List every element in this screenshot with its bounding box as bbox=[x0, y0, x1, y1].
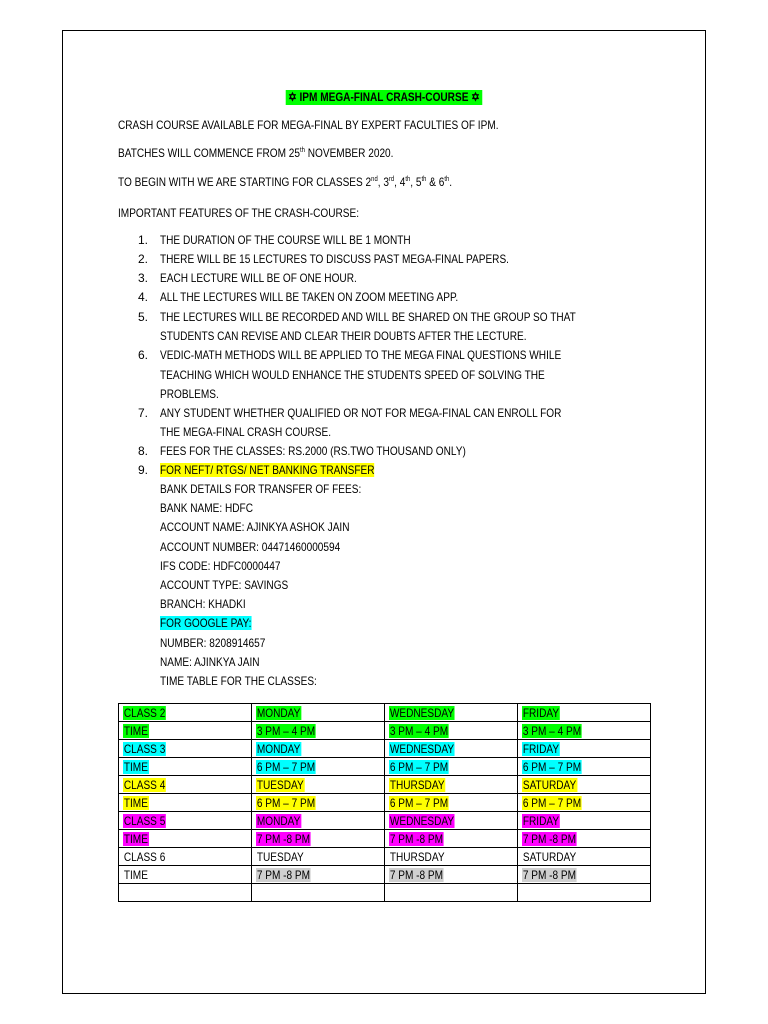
feature-text: VEDIC-MATH METHODS WILL BE APPLIED TO THE MEGA FINAL QUESTIONS WHILE bbox=[160, 348, 562, 362]
timetable-cell bbox=[119, 812, 252, 830]
timetable-cell-text: WEDNESDAY bbox=[389, 741, 455, 756]
timetable-row bbox=[119, 812, 651, 830]
feature-text: TEACHING WHICH WOULD ENHANCE THE STUDENTS SPEED OF SOLVING THE bbox=[160, 368, 545, 382]
intro-line-3: TO BEGIN WITH WE ARE STARTING FOR CLASSES 2nd, 3rd, 4th, 5th & 6th. bbox=[118, 175, 453, 189]
timetable-cell bbox=[119, 722, 252, 740]
account-number: ACCOUNT NUMBER: 04471460000594 bbox=[160, 540, 341, 554]
timetable-cell-text: MONDAY bbox=[256, 813, 301, 828]
feature-number: 5. bbox=[138, 310, 149, 324]
timetable-cell bbox=[252, 884, 385, 902]
feature-text: PROBLEMS. bbox=[160, 387, 219, 401]
branch: BRANCH: KHADKI bbox=[160, 597, 246, 611]
feature-text: THE MEGA-FINAL CRASH COURSE. bbox=[160, 425, 332, 439]
timetable-cell bbox=[252, 794, 385, 812]
timetable-cell bbox=[252, 866, 385, 884]
timetable-cell-text: TIME bbox=[123, 759, 148, 774]
timetable-cell bbox=[385, 722, 518, 740]
timetable-cell-text: TUESDAY bbox=[256, 849, 304, 864]
timetable-cell bbox=[518, 812, 651, 830]
timetable-heading: TIME TABLE FOR THE CLASSES: bbox=[160, 674, 317, 688]
gpay-name: NAME: AJINKYA JAIN bbox=[160, 655, 260, 669]
timetable-cell bbox=[252, 722, 385, 740]
feature-text: FEES FOR THE CLASSES: RS.2000 (RS.TWO THOUSAND ONLY) bbox=[160, 444, 466, 458]
feature-text: THE LECTURES WILL BE RECORDED AND WILL BE SHARED ON THE GROUP SO THAT bbox=[160, 310, 576, 324]
timetable-cell bbox=[119, 866, 252, 884]
timetable-cell bbox=[518, 866, 651, 884]
timetable-cell-text: FRIDAY bbox=[522, 813, 560, 828]
timetable-cell bbox=[385, 884, 518, 902]
timetable-cell bbox=[119, 776, 252, 794]
timetable-cell-text: 7 PM -8 PM bbox=[522, 867, 577, 882]
timetable-cell bbox=[518, 794, 651, 812]
timetable-cell-text: 7 PM -8 PM bbox=[256, 867, 311, 882]
feature-text: STUDENTS CAN REVISE AND CLEAR THEIR DOUBTS AFTER THE LECTURE. bbox=[160, 329, 527, 343]
feature-number: 7. bbox=[138, 406, 149, 420]
timetable-cell bbox=[385, 776, 518, 794]
timetable-cell bbox=[119, 758, 252, 776]
timetable-cell bbox=[385, 740, 518, 758]
timetable-cell bbox=[518, 704, 651, 722]
timetable-cell bbox=[252, 758, 385, 776]
timetable-cell-text: 3 PM – 4 PM bbox=[389, 723, 449, 738]
feature-text: ALL THE LECTURES WILL BE TAKEN ON ZOOM MEETING APP. bbox=[160, 290, 459, 304]
ifs-code: IFS CODE: HDFC0000447 bbox=[160, 559, 281, 573]
timetable-cell-text: CLASS 5 bbox=[123, 813, 166, 828]
timetable-row bbox=[119, 758, 651, 776]
timetable-cell bbox=[119, 830, 252, 848]
timetable-cell-text: 6 PM – 7 PM bbox=[522, 759, 582, 774]
timetable-cell-text: TIME bbox=[123, 831, 148, 846]
feature-text: THERE WILL BE 15 LECTURES TO DISCUSS PAST MEGA-FINAL PAPERS. bbox=[160, 252, 509, 266]
feature-number: 3. bbox=[138, 271, 149, 285]
timetable-cell bbox=[385, 758, 518, 776]
timetable-cell-text: MONDAY bbox=[256, 705, 301, 720]
timetable-cell-text: 6 PM – 7 PM bbox=[256, 795, 316, 810]
timetable-cell-text: TUESDAY bbox=[256, 777, 304, 792]
intro-line-1: CRASH COURSE AVAILABLE FOR MEGA-FINAL BY EXPERT FACULTIES OF IPM. bbox=[118, 118, 499, 132]
timetable-cell-text: TIME bbox=[123, 723, 148, 738]
bank-name: BANK NAME: HDFC bbox=[160, 501, 253, 515]
timetable-cell-text: CLASS 3 bbox=[123, 741, 166, 756]
timetable-cell-text: 7 PM -8 PM bbox=[522, 831, 577, 846]
timetable-row bbox=[119, 704, 651, 722]
timetable-cell bbox=[518, 722, 651, 740]
timetable-cell-text: CLASS 2 bbox=[123, 705, 166, 720]
feature-text: ANY STUDENT WHETHER QUALIFIED OR NOT FOR MEGA-FINAL CAN ENROLL FOR bbox=[160, 406, 562, 420]
timetable-cell bbox=[518, 758, 651, 776]
timetable-cell-text: 3 PM – 4 PM bbox=[256, 723, 316, 738]
timetable-row bbox=[119, 740, 651, 758]
feature-number: 8. bbox=[138, 444, 149, 458]
timetable-cell bbox=[385, 812, 518, 830]
timetable-cell bbox=[252, 848, 385, 866]
timetable-cell bbox=[518, 884, 651, 902]
timetable-cell bbox=[119, 704, 252, 722]
features-heading: IMPORTANT FEATURES OF THE CRASH-COURSE: bbox=[118, 206, 360, 220]
timetable-cell-text: CLASS 4 bbox=[123, 777, 166, 792]
bank-heading: BANK DETAILS FOR TRANSFER OF FEES: bbox=[160, 482, 362, 496]
timetable-row bbox=[119, 776, 651, 794]
timetable-cell bbox=[385, 866, 518, 884]
timetable-row bbox=[119, 848, 651, 866]
timetable-cell-text: 7 PM -8 PM bbox=[389, 831, 444, 846]
timetable-cell bbox=[252, 704, 385, 722]
timetable-cell-text: WEDNESDAY bbox=[389, 813, 455, 828]
timetable-cell-text: FRIDAY bbox=[522, 705, 560, 720]
timetable-cell-text: CLASS 6 bbox=[123, 849, 166, 864]
timetable-cell-text: THURSDAY bbox=[389, 777, 445, 792]
timetable-cell bbox=[119, 794, 252, 812]
document-title: ✡ IPM MEGA-FINAL CRASH-COURSE ✡ bbox=[0, 90, 768, 105]
timetable-cell-text: 6 PM – 7 PM bbox=[389, 795, 449, 810]
timetable-cell bbox=[385, 794, 518, 812]
timetable-row bbox=[119, 830, 651, 848]
gpay-heading: FOR GOOGLE PAY: bbox=[160, 616, 252, 630]
timetable-cell-text: 6 PM – 7 PM bbox=[389, 759, 449, 774]
timetable-cell bbox=[252, 740, 385, 758]
timetable-cell bbox=[518, 740, 651, 758]
feature-number: 9. bbox=[138, 463, 149, 477]
timetable-cell bbox=[119, 848, 252, 866]
timetable-cell-text: 6 PM – 7 PM bbox=[256, 759, 316, 774]
timetable-cell bbox=[252, 776, 385, 794]
timetable-cell bbox=[252, 830, 385, 848]
timetable-row bbox=[119, 866, 651, 884]
timetable-cell-text: THURSDAY bbox=[389, 849, 445, 864]
timetable-cell-text: WEDNESDAY bbox=[389, 705, 455, 720]
gpay-number: NUMBER: 8208914657 bbox=[160, 636, 266, 650]
intro-line-2: BATCHES WILL COMMENCE FROM 25th NOVEMBER 2020. bbox=[118, 146, 394, 160]
timetable-cell bbox=[518, 848, 651, 866]
timetable-cell bbox=[518, 830, 651, 848]
feature-text: EACH LECTURE WILL BE OF ONE HOUR. bbox=[160, 271, 357, 285]
timetable-cell-text: TIME bbox=[123, 795, 148, 810]
feature-text: FOR NEFT/ RTGS/ NET BANKING TRANSFER bbox=[160, 463, 375, 477]
feature-number: 4. bbox=[138, 290, 149, 304]
account-name: ACCOUNT NAME: AJINKYA ASHOK JAIN bbox=[160, 520, 350, 534]
timetable-row bbox=[119, 722, 651, 740]
feature-number: 1. bbox=[138, 233, 149, 247]
account-type: ACCOUNT TYPE: SAVINGS bbox=[160, 578, 289, 592]
timetable-cell-text: MONDAY bbox=[256, 741, 301, 756]
feature-text: THE DURATION OF THE COURSE WILL BE 1 MONTH bbox=[160, 233, 411, 247]
timetable-cell bbox=[252, 812, 385, 830]
timetable-cell bbox=[119, 740, 252, 758]
timetable-row bbox=[119, 884, 651, 902]
timetable-cell-text: 7 PM -8 PM bbox=[389, 867, 444, 882]
timetable-cell-text: SATURDAY bbox=[522, 849, 577, 864]
timetable bbox=[118, 703, 651, 902]
timetable-cell-text: 6 PM – 7 PM bbox=[522, 795, 582, 810]
feature-number: 6. bbox=[138, 348, 149, 362]
timetable-cell bbox=[518, 776, 651, 794]
timetable-cell-text: SATURDAY bbox=[522, 777, 577, 792]
timetable-cell bbox=[385, 830, 518, 848]
timetable-cell-text: TIME bbox=[123, 867, 148, 882]
timetable-cell bbox=[385, 848, 518, 866]
timetable-cell-text: 3 PM – 4 PM bbox=[522, 723, 582, 738]
timetable-row bbox=[119, 794, 651, 812]
timetable-cell-text: 7 PM -8 PM bbox=[256, 831, 311, 846]
timetable-cell bbox=[385, 704, 518, 722]
timetable-cell-text: FRIDAY bbox=[522, 741, 560, 756]
feature-number: 2. bbox=[138, 252, 149, 266]
timetable-cell bbox=[119, 884, 252, 902]
